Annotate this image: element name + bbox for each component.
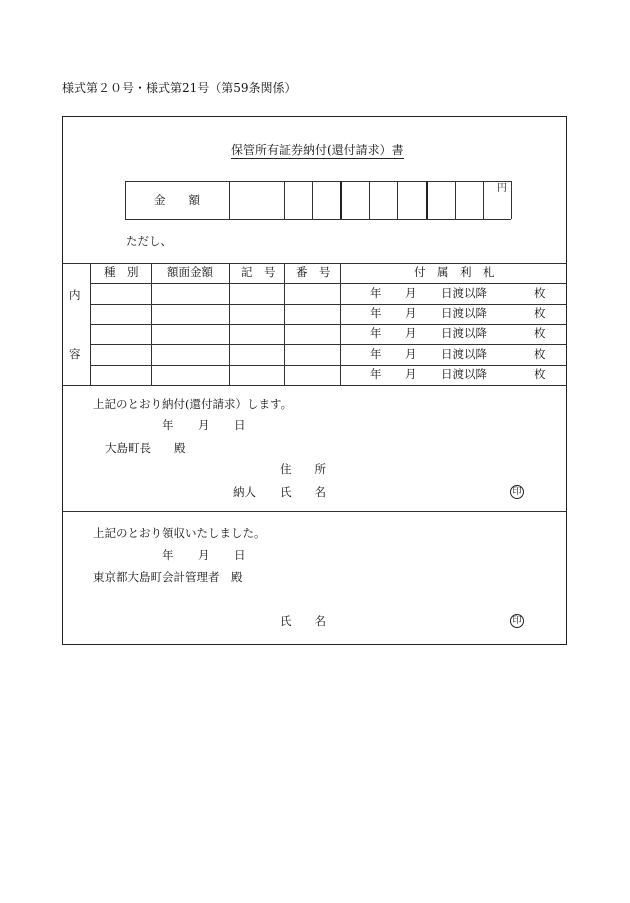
header-coupon: 付 属 利 札 — [414, 265, 495, 279]
form-reference: 様式第２０号・様式第21号（第59条関係） — [62, 81, 297, 95]
receipt-statement: 上記のとおり領収いたしました。 — [93, 526, 266, 540]
amount-unit: 円 — [497, 183, 507, 194]
seal-icon: 印 — [510, 485, 524, 499]
section-divider — [62, 511, 567, 512]
payment-addressee: 大島町長 殿 — [105, 441, 186, 455]
receipt-addressee: 東京都大島町会計管理者 殿 — [93, 570, 243, 584]
header-number: 番 号 — [296, 265, 331, 279]
receipt-month: 月 — [198, 548, 210, 562]
receipt-name-label: 氏 名 — [280, 614, 326, 628]
side-label-bottom: 容 — [69, 347, 81, 361]
payment-year: 年 — [162, 418, 174, 432]
seal-icon: 印 — [510, 614, 524, 628]
address-label: 住 所 — [280, 462, 326, 476]
form-title: 保管所有証券納付(還付請求）書 — [231, 143, 404, 157]
side-label-top: 内 — [69, 288, 81, 302]
payer-label: 納人 — [233, 485, 256, 499]
payment-day: 日 — [234, 418, 246, 432]
payment-month: 月 — [198, 418, 210, 432]
amount-label: 金 額 — [154, 193, 200, 207]
receipt-year: 年 — [162, 548, 174, 562]
tadashi-label: ただし、 — [126, 234, 172, 248]
payer-name-label: 氏 名 — [280, 485, 326, 499]
header-type: 種 別 — [104, 265, 139, 279]
header-face-value: 額面金額 — [167, 265, 213, 279]
header-symbol: 記 号 — [241, 265, 276, 279]
receipt-day: 日 — [234, 548, 246, 562]
form-frame — [62, 116, 567, 645]
payment-statement: 上記のとおり納付(還付請求）します。 — [93, 397, 293, 411]
